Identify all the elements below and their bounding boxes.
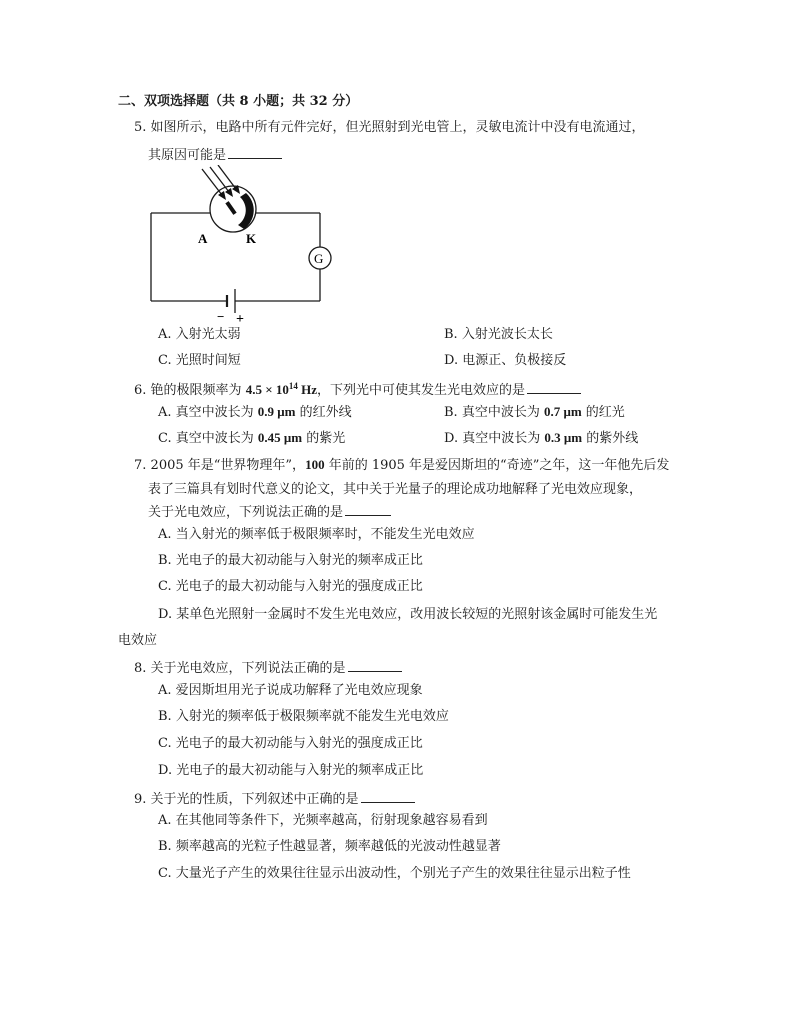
q7-option-a[interactable]: A. 当入射光的频率低于极限频率时，不能发生光电效应 xyxy=(158,527,475,542)
q5-option-d[interactable]: D. 电源正、负极接反 xyxy=(444,353,567,368)
q9-option-c[interactable]: C. 大量光子产生的效果往往显示出波动性，个别光子产生的效果往往显示出粒子性 xyxy=(158,866,631,881)
question-text: 如图所示，电路中所有元件完好，但光照射到光电管上，灵敏电流计中没有电流通过， xyxy=(150,120,645,135)
question-text: 铯的极限频率为 xyxy=(150,383,242,398)
question-number: 7. xyxy=(134,458,147,473)
q8-option-c[interactable]: C. 光电子的最大初动能与入射光的强度成正比 xyxy=(158,736,423,751)
q7-option-c[interactable]: C. 光电子的最大初动能与入射光的强度成正比 xyxy=(158,579,423,594)
answer-blank[interactable] xyxy=(228,145,282,159)
q7-option-d-cont[interactable]: 电效应 xyxy=(118,633,158,648)
q5-option-a[interactable]: A. 入射光太弱 xyxy=(158,327,241,342)
question-number: 5. xyxy=(134,120,147,135)
question-7-stem-cont-2: 关于光电效应，下列说法正确的是 xyxy=(148,502,391,522)
question-5-stem xyxy=(134,119,645,137)
label-g: G xyxy=(314,251,324,266)
question-number: 6. xyxy=(134,383,147,398)
anode-rod xyxy=(225,201,236,215)
question-text: ，下列光中可使其发生光电效应的是 xyxy=(317,383,526,398)
question-7-stem: 7. 2005 年是“世界物理年”，100 年前的 1905 年是爱因斯坦的“奇迹”之年，这一年他先后发 xyxy=(134,457,670,473)
q6-option-d[interactable]: D. 真空中波长为 0.3 μm 的紫外线 xyxy=(444,430,639,446)
label-k: K xyxy=(246,231,257,246)
question-text: 其原因可能是 xyxy=(148,148,227,163)
q6-option-c[interactable]: C. 真空中波长为 0.45 μm 的紫光 xyxy=(158,430,346,446)
answer-blank[interactable] xyxy=(527,380,581,394)
frequency-value: $4.5 \times 10^{14}$ Hz xyxy=(245,381,318,397)
answer-blank[interactable] xyxy=(361,789,415,803)
answer-blank[interactable] xyxy=(348,658,402,672)
q7-option-d[interactable]: D. 某单色光照射一金属时不发生光电效应，改用波长较短的光照射该金属时可能发生光 xyxy=(158,607,658,622)
q8-option-d[interactable]: D. 光电子的最大初动能与入射光的频率成正比 xyxy=(158,763,424,778)
question-8-stem: 8. 关于光电效应，下列说法正确的是 xyxy=(134,658,402,678)
q5-option-c[interactable]: C. 光照时间短 xyxy=(158,353,241,368)
section-title: 二、双项选择题（共 8 小题；共 32 分） xyxy=(118,94,359,109)
question-6-stem xyxy=(134,380,581,400)
label-a: A xyxy=(198,231,208,246)
question-5-stem-cont xyxy=(148,145,282,165)
circuit-diagram xyxy=(140,165,340,325)
question-number: 9. xyxy=(134,792,147,807)
battery-plus-sign: + xyxy=(236,312,244,325)
q6-option-b[interactable]: B. 真空中波长为 0.7 μm 的红光 xyxy=(444,404,625,420)
q9-option-b[interactable]: B. 频率越高的光粒子性越显著，频率越低的光波动性越显著 xyxy=(158,839,501,854)
question-7-stem-cont: 表了三篇具有划时代意义的论文，其中关于光量子的理论成功地解释了光电效应现象， xyxy=(148,482,643,497)
answer-blank[interactable] xyxy=(345,502,391,516)
q8-option-a[interactable]: A. 爱因斯坦用光子说成功解释了光电效应现象 xyxy=(158,683,423,698)
light-ray-2 xyxy=(210,167,229,192)
question-number: 8. xyxy=(134,661,147,676)
light-ray-1 xyxy=(202,169,222,195)
q5-option-b[interactable]: B. 入射光波长太长 xyxy=(444,327,553,342)
q8-option-b[interactable]: B. 入射光的频率低于极限频率就不能发生光电效应 xyxy=(158,709,449,724)
battery-minus-sign: − xyxy=(217,309,225,324)
question-9-stem: 9. 关于光的性质，下列叙述中正确的是 xyxy=(134,789,415,809)
q9-option-a[interactable]: A. 在其他同等条件下，光频率越高，衍射现象越容易看到 xyxy=(158,813,488,828)
q7-option-b[interactable]: B. 光电子的最大初动能与入射光的频率成正比 xyxy=(158,553,423,568)
light-ray-3 xyxy=(218,165,236,189)
q6-option-a[interactable]: A. 真空中波长为 0.9 μm 的红外线 xyxy=(158,404,352,420)
